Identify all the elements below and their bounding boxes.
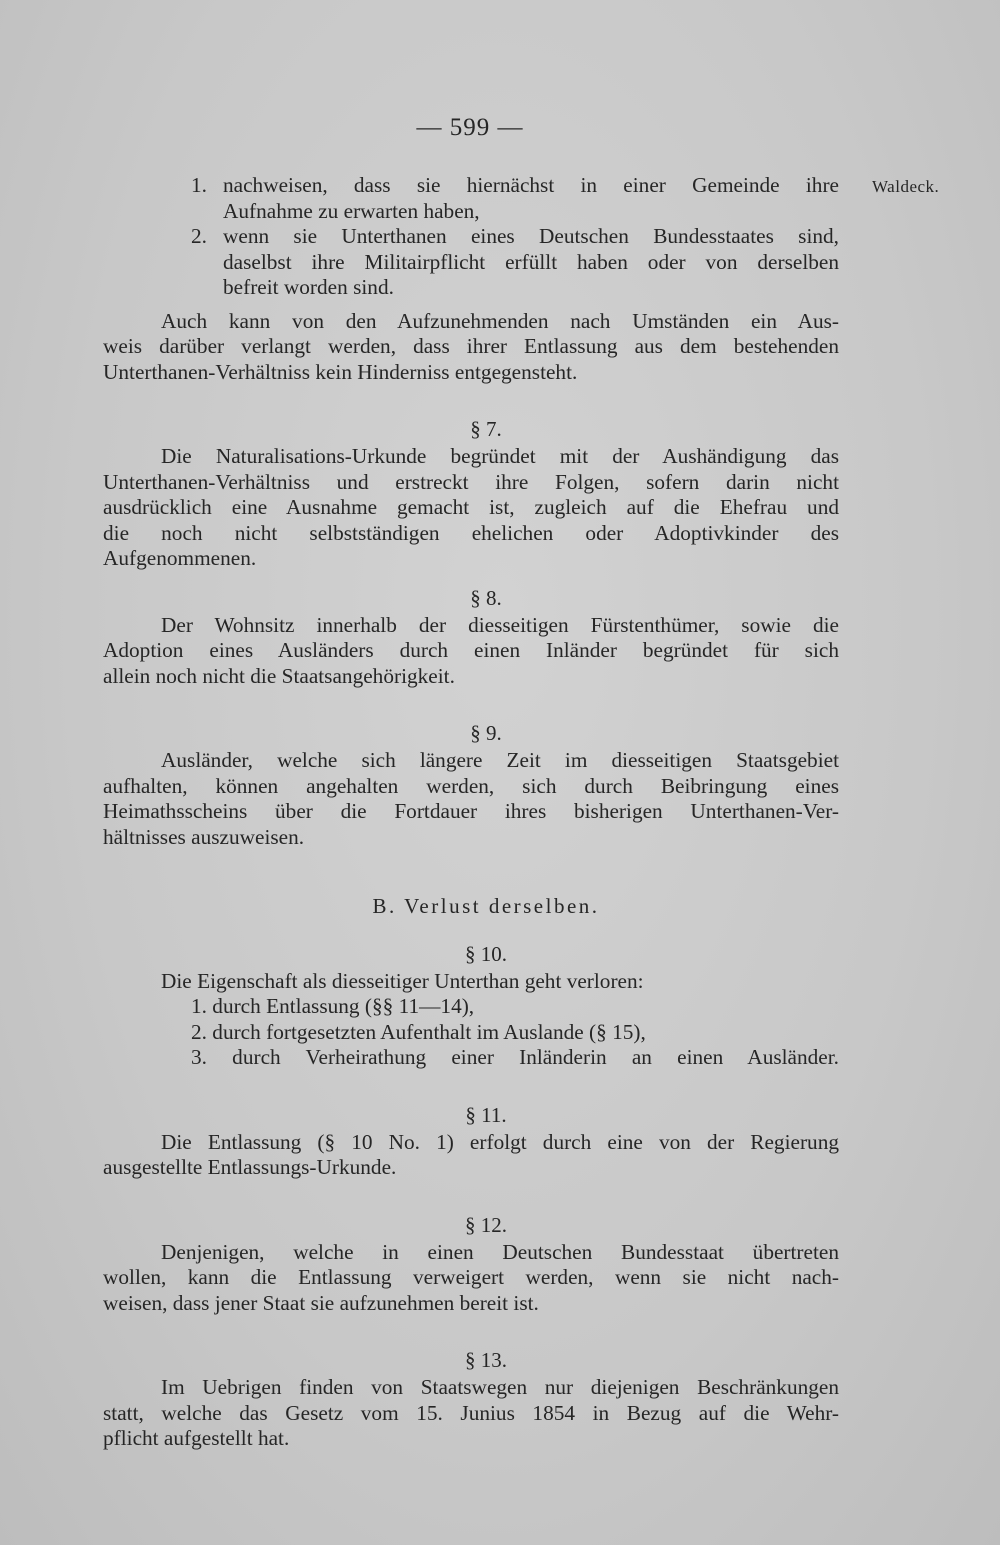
paragraph xyxy=(103,613,839,690)
text-line: hältnisses auszuweisen. xyxy=(103,824,305,849)
text-line: allein noch nicht die Staatsangehörigkeit. xyxy=(103,663,455,688)
list-item xyxy=(103,224,839,301)
page-number: — 599 — xyxy=(416,114,524,141)
text-line: die noch nicht selbstständigen ehelichen oder Adoptivkinder des xyxy=(103,520,839,545)
paragraph xyxy=(103,1375,839,1452)
text-line: Ausländer, welche sich längere Zeit im diesseitigen Staatsgebiet xyxy=(161,748,839,772)
text-line: Auch kann von den Aufzunehmenden nach Umständen ein Aus- xyxy=(161,308,839,333)
section-title: § 13. xyxy=(465,1348,507,1372)
text-line: Im Uebrigen finden von Staatswegen nur diejenigen Beschränkungen xyxy=(161,1375,839,1399)
text-line: Denjenigen, welche in einen Deutschen Bundesstaat übertreten xyxy=(161,1239,839,1264)
section-title: § 7. xyxy=(470,417,502,441)
text-line: Unterthanen-Verhältniss und erstreckt ihre Folgen, sofern darin nicht xyxy=(103,469,839,494)
section-title: § 12. xyxy=(465,1212,507,1237)
paragraph xyxy=(103,969,839,1071)
item-number: 1. xyxy=(191,173,207,197)
section-title: § 10. xyxy=(465,941,507,966)
margin-note: Waldeck. xyxy=(872,177,940,196)
text-line: ausgestellte Entlassungs-Urkunde. xyxy=(103,1155,397,1179)
list-item xyxy=(103,173,839,224)
chapter-heading: B. Verlust derselben. xyxy=(372,894,600,918)
paragraph xyxy=(103,444,839,572)
section-title: § 8. xyxy=(470,585,502,610)
text-line: Adoption eines Ausländers durch einen Inländer begründet für sich xyxy=(103,638,839,662)
text-line: statt, welche das Gesetz vom 15. Junius 1854 in Bezug auf die Wehr- xyxy=(103,1400,839,1425)
text-line: weisen, dass jener Staat sie aufzunehmen bereit ist. xyxy=(103,1290,539,1315)
text-line: ausdrücklich eine Ausnahme gemacht ist, zugleich auf die Ehefrau und xyxy=(103,495,839,519)
paragraph xyxy=(103,309,839,386)
text-line: Die Naturalisations-Urkunde begründet mit der Aushändigung das xyxy=(161,444,839,468)
text-line: weis darüber verlangt werden, dass ihrer Entlassung aus dem bestehenden xyxy=(103,334,839,358)
text-line: aufhalten, können angehalten werden, sich durch Beibringung eines xyxy=(103,773,839,798)
section-title: § 9. xyxy=(470,721,502,745)
text-line: Unterthanen-Verhältniss kein Hinderniss entgegensteht. xyxy=(103,359,578,384)
item-line: Aufnahme zu erwarten haben, xyxy=(223,198,480,223)
document-body xyxy=(103,173,839,1452)
paragraph xyxy=(103,1240,839,1317)
item-line: nachweisen, dass sie hiernächst in einer Gemeinde ihre xyxy=(223,173,839,197)
text-line: wollen, kann die Entlassung verweigert werden, wenn sie nicht nach- xyxy=(103,1265,839,1289)
item-line: befreit worden sind. xyxy=(223,275,394,299)
text-line: pflicht aufgestellt hat. xyxy=(103,1426,290,1450)
item-number: 2. xyxy=(191,224,207,248)
list-item: 3. durch Verheirathung einer Inländerin an einen Ausländer. xyxy=(191,1045,839,1069)
paragraph xyxy=(103,1130,839,1181)
item-line: wenn sie Unterthanen eines Deutschen Bundesstaates sind, xyxy=(223,224,839,248)
text-line: Der Wohnsitz innerhalb der diesseitigen Fürstenthümer, sowie die xyxy=(161,612,839,637)
item-line: daselbst ihre Militairpflicht erfüllt haben oder von derselben xyxy=(223,249,839,274)
text-line: Aufgenommenen. xyxy=(103,546,257,570)
section-title: § 11. xyxy=(465,1102,507,1127)
list-item: 2. durch fortgesetzten Aufenthalt im Auslande (§ 15), xyxy=(191,1019,646,1044)
text-line: Heimathsscheins über die Fortdauer ihres bisherigen Unterthanen-Ver- xyxy=(103,799,839,823)
text-line: Die Entlassung (§ 10 No. 1) erfolgt durch eine von der Regierung xyxy=(161,1129,839,1154)
text-line: Die Eigenschaft als diesseitiger Unterthan geht verloren: xyxy=(161,968,644,993)
list-item: 1. durch Entlassung (§§ 11—14), xyxy=(191,994,475,1018)
paragraph xyxy=(103,748,839,850)
